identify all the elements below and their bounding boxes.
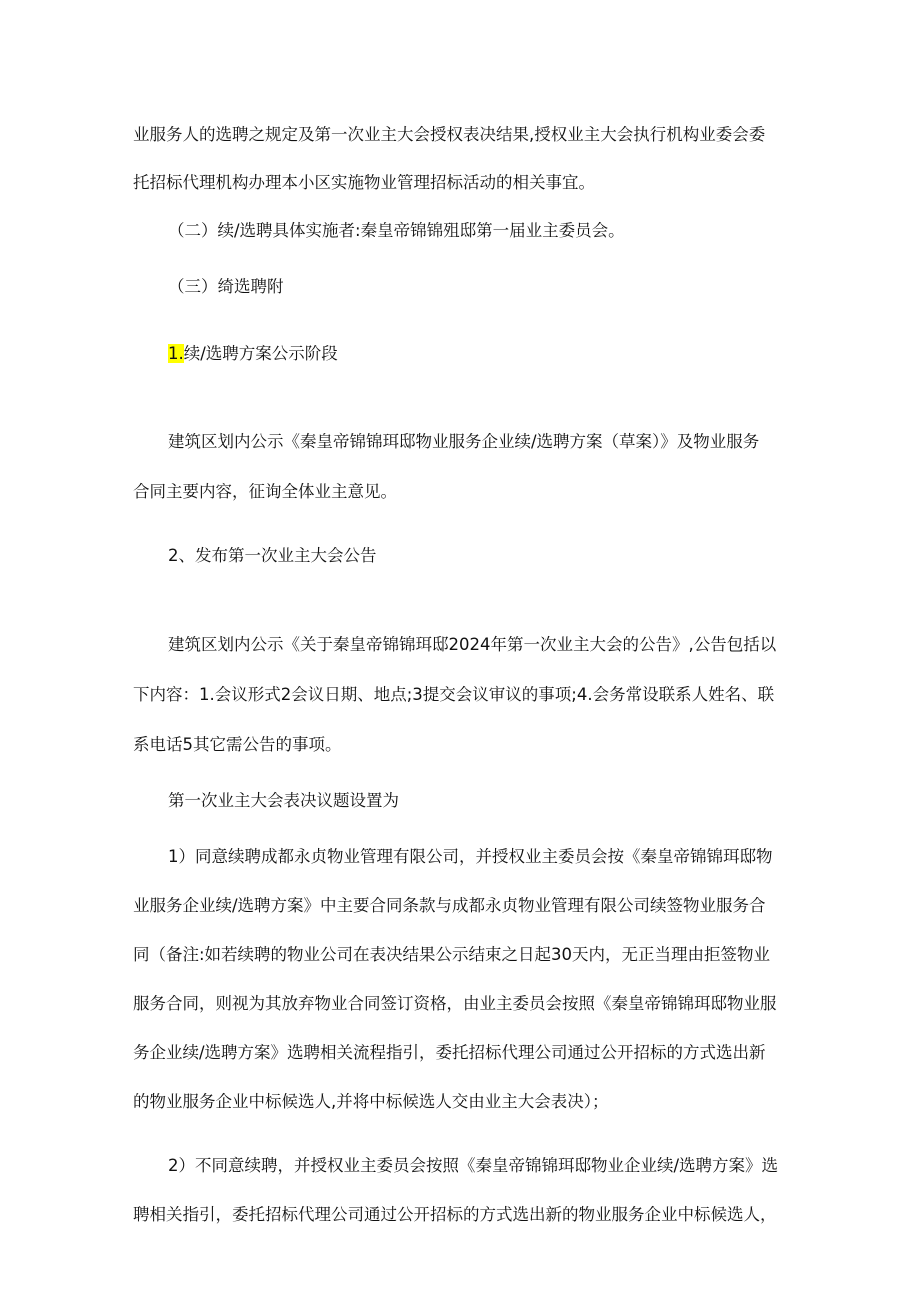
paragraph-line: 建筑区划内公示《关于秦皇帝锦锦珥邸2024年第一次业主大会的公告》,公告包括以 bbox=[168, 635, 777, 654]
paragraph-line: 业服务人的选聘之规定及第一次业主大会授权表决结果,授权业主大会执行机构业委会委 bbox=[133, 125, 766, 144]
paragraph-line: 第一次业主大会表决议题设置为 bbox=[168, 791, 399, 810]
paragraph-line: 服务合同，则视为其放弃物业合同签订资格，由业主委员会按照《秦皇帝锦锦珥邸物业服 bbox=[133, 994, 777, 1013]
paragraph-line: 的物业服务企业中标候选人,并将中标候选人交由业主大会表决）； bbox=[133, 1092, 609, 1111]
subsection-heading: 2、发布第一次业主大会公告 bbox=[168, 546, 377, 565]
subsection-heading bbox=[168, 343, 338, 365]
paragraph-line: 系电话5其它需公告的事项。 bbox=[133, 735, 342, 754]
paragraph-line: 合同主要内容，征询全体业主意见。 bbox=[133, 482, 397, 501]
subsection-heading-text: 续/选聘方案公示阶段 bbox=[183, 344, 338, 363]
paragraph-line: 托招标代理机构办理本小区实施物业管理招标活动的相关事宜。 bbox=[133, 173, 595, 192]
highlighted-number: 1. bbox=[168, 344, 184, 363]
paragraph-line: 2）不同意续聘，并授权业主委员会按照《秦皇帝锦锦珥邸物业企业续/选聘方案》选 bbox=[168, 1156, 779, 1175]
paragraph-line: 聘相关指引，委托招标代理公司通过公开招标的方式选出新的物业服务企业中标候选人， bbox=[133, 1205, 777, 1224]
paragraph-line: 业服务企业续/选聘方案》中主要合同条款与成都永贞物业管理有限公司续签物业服务合 bbox=[133, 896, 766, 915]
paragraph-line: 同（备注:如若续聘的物业公司在表决结果公示结束之日起30天内，无正当理由拒签物业 bbox=[133, 945, 771, 964]
section-heading: （二）续/选聘具体实施者:秦皇帝锦锦殂邸第一届业主委员会。 bbox=[168, 221, 625, 240]
paragraph-line: 下内容：1.会议形式2会议日期、地点;3提交会议审议的事项;4.会务常设联系人姓名、联 bbox=[133, 685, 775, 704]
section-heading: （三）绮选聘附 bbox=[168, 277, 284, 296]
paragraph-line: 建筑区划内公示《秦皇帝锦锦珥邸物业服务企业续/选聘方案（草案）》及物业服务 bbox=[168, 432, 760, 451]
paragraph-line: 务企业续/选聘方案》选聘相关流程指引，委托招标代理公司通过公开招标的方式选出新 bbox=[133, 1043, 766, 1062]
paragraph-line: 1）同意续聘成都永贞物业管理有限公司，并授权业主委员会按《秦皇帝锦锦珥邸物 bbox=[168, 847, 773, 866]
